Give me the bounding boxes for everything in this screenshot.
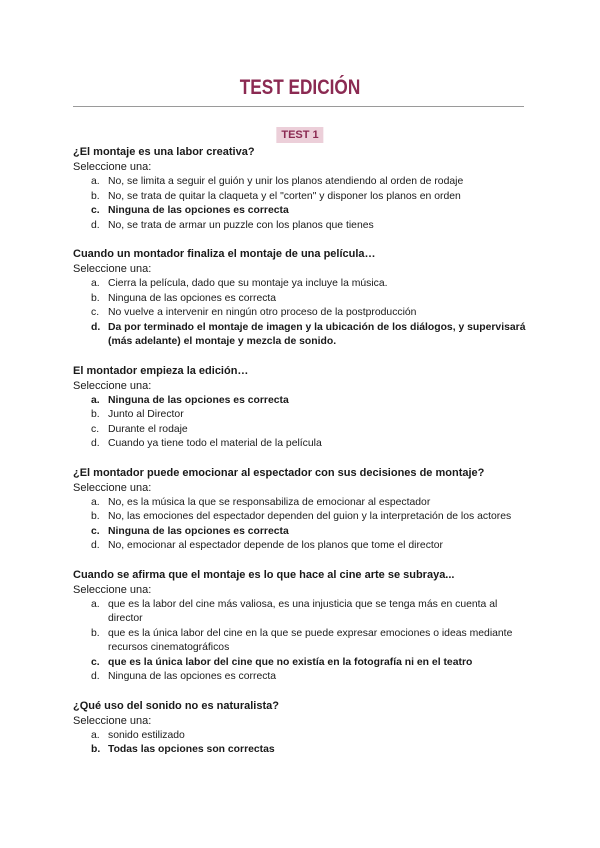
select-prompt: Seleccione una: (73, 481, 152, 494)
question-list (73, 145, 533, 772)
answer-option (73, 306, 533, 321)
option-letter: c. (91, 656, 100, 668)
options-list (73, 598, 533, 685)
answer-option (73, 190, 533, 205)
option-letter: c. (91, 307, 100, 318)
option-text: que es la labor del cine más valiosa, es una injusticia que se tenga más en cuenta al director (108, 598, 498, 624)
answer-option (73, 496, 533, 511)
answer-option (73, 539, 533, 554)
answer-option-correct (73, 656, 533, 671)
question-block (73, 466, 533, 554)
answer-option-correct (73, 525, 533, 540)
option-letter: d. (91, 219, 100, 231)
option-letter: a. (91, 496, 100, 508)
option-text: Cierra la película, dado que su montaje ya incluye la música. (108, 278, 388, 289)
answer-option (73, 423, 533, 438)
option-letter: b. (91, 190, 100, 202)
option-letter: a. (91, 598, 100, 610)
answer-option (73, 670, 533, 685)
answer-option (73, 510, 533, 525)
option-text: No, se trata de armar un puzzle con los planos que tienes (108, 219, 374, 231)
select-prompt: Seleccione una: (73, 583, 152, 596)
option-text: Ninguna de las opciones es correcta (108, 394, 289, 406)
answer-option (73, 437, 533, 452)
select-prompt: Seleccione una: (73, 263, 152, 275)
select-prompt: Seleccione una: (73, 379, 152, 392)
answer-option (73, 598, 533, 627)
answer-option (73, 292, 533, 307)
option-letter: a. (91, 176, 100, 187)
question-block (73, 699, 533, 758)
answer-option-correct (73, 394, 533, 409)
option-letter: c. (91, 423, 100, 435)
question-text: El montador empieza la edición… (73, 364, 249, 377)
section-label: TEST 1 (276, 127, 323, 143)
options-list (73, 175, 533, 233)
options-list (73, 496, 533, 554)
option-text: que es la única labor del cine que no existía en la fotografía ni en el teatro (108, 656, 473, 668)
option-text: Junto al Director (108, 409, 184, 420)
question-block (73, 568, 533, 685)
answer-option-correct (73, 321, 533, 350)
option-text: Ninguna de las opciones es correcta (108, 525, 289, 537)
option-text: Ninguna de las opciones es correcta (108, 205, 289, 216)
answer-option (73, 408, 533, 423)
options-list (73, 277, 533, 350)
option-letter: b. (91, 627, 100, 639)
option-letter: a. (91, 729, 100, 741)
option-text: No, se limita a seguir el guión y unir los planos atendiendo al orden de rodaje (108, 176, 464, 187)
answer-option (73, 729, 533, 744)
document-title: TEST EDICIÓN (239, 76, 361, 99)
option-letter: a. (91, 394, 100, 406)
title-divider (73, 106, 524, 107)
select-prompt: Seleccione una: (73, 714, 152, 727)
select-prompt: Seleccione una: (73, 161, 152, 173)
question-block (73, 247, 533, 350)
option-text: sonido estilizado (108, 729, 185, 741)
question-block (73, 145, 533, 233)
option-letter: b. (91, 511, 100, 522)
option-text: Cuando ya tiene todo el material de la película (108, 438, 322, 449)
option-text: No, es la música la que se responsabiliza de emocionar al espectador (108, 496, 431, 508)
option-letter: d. (91, 438, 100, 449)
option-letter: c. (91, 525, 100, 537)
question-text: ¿Qué uso del sonido no es naturalista? (73, 699, 279, 712)
option-letter: d. (91, 540, 100, 551)
option-letter: b. (91, 292, 100, 304)
option-letter: a. (91, 278, 100, 289)
option-letter: d. (91, 321, 101, 333)
option-text: Ninguna de las opciones es correcta (108, 292, 277, 304)
option-text: que es la única labor del cine en la que se puede expresar emociones o ideas mediante recursos cinematográficos (108, 627, 513, 653)
options-list (73, 394, 533, 452)
option-text: No, las emociones del espectador dependen del guion y la interpretación de los actores (108, 511, 512, 522)
answer-option (73, 627, 533, 656)
option-text: No vuelve a intervenir en ningún otro proceso de la postproducción (108, 307, 417, 318)
option-text: No, se trata de quitar la claqueta y el "corten" y disponer los planos en orden (108, 190, 461, 202)
option-text: No, emocionar al espectador depende de los planos que tome el director (108, 540, 444, 551)
answer-option (73, 277, 533, 292)
question-text: ¿El montaje es una labor creativa? (73, 146, 255, 158)
answer-option (73, 175, 533, 190)
option-letter: b. (91, 409, 100, 420)
option-text: Durante el rodaje (108, 423, 188, 435)
question-text: ¿El montador puede emocionar al espectador con sus decisiones de montaje? (73, 466, 485, 479)
option-text: Todas las opciones son correctas (108, 744, 275, 755)
answer-option-correct (73, 204, 533, 219)
question-block (73, 364, 533, 452)
option-letter: b. (91, 744, 101, 755)
question-text: Cuando se afirma que el montaje es lo que hace al cine arte se subraya... (73, 568, 455, 581)
answer-option-correct (73, 743, 533, 758)
question-text: Cuando un montador finaliza el montaje de una película… (73, 248, 376, 260)
option-letter: c. (91, 205, 100, 216)
option-letter: d. (91, 671, 100, 682)
options-list (73, 729, 533, 758)
answer-option (73, 219, 533, 234)
option-text: Da por terminado el montaje de imagen y la ubicación de los diálogos, y supervisará (más adelante) el montaje y mezcla de sonido. (108, 321, 526, 347)
option-text: Ninguna de las opciones es correcta (108, 671, 277, 682)
